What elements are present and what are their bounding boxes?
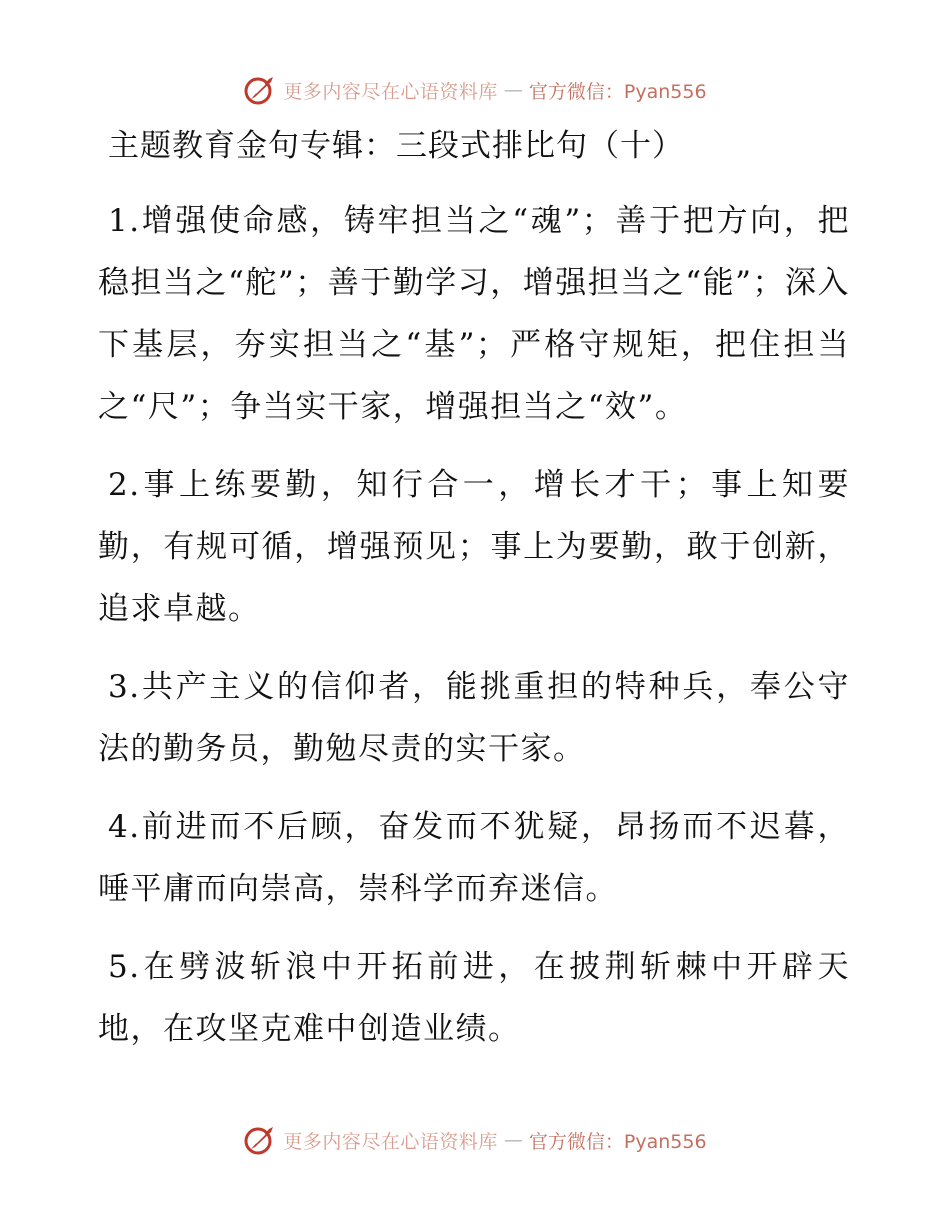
banner-text: 更多内容尽在心语资料库 (283, 1130, 498, 1153)
list-item: 1.增强使命感，铸牢担当之“魂”；善于把方向，把稳担当之“舵”；善于勤学习，增强担当之“能”；深入下基层，夯实担当之“基”；严格守规矩，把住担当之“尺”；争当实干家，增强担当之“效”。 (98, 203, 850, 425)
banner-wechat: 官方微信：Pyan556 (528, 1130, 707, 1153)
quill-logo-icon (243, 1123, 277, 1157)
banner-separator: — (503, 1129, 523, 1151)
document-title: 主题教育金句专辑：三段式排比句（十） (108, 128, 684, 164)
document-body (98, 190, 850, 1076)
list-item: 5.在劈波斩浪中开拓前进，在披荆斩棘中开辟天地，在攻坚克难中创造业绩。 (98, 949, 850, 1047)
footer-banner (0, 1120, 950, 1160)
banner-wechat: 官方微信：Pyan556 (528, 80, 707, 103)
banner-text: 更多内容尽在心语资料库 (283, 80, 498, 103)
header-banner (0, 70, 950, 110)
list-item: 4.前进而不后顾，奋发而不犹疑，昂扬而不迟暮，唾平庸而向崇高，崇科学而弃迷信。 (98, 809, 850, 907)
list-item: 2.事上练要勤，知行合一，增长才干；事上知要勤，有规可循，增强预见；事上为要勤，敢于创新，追求卓越。 (98, 467, 850, 627)
banner-separator: — (503, 79, 523, 101)
quill-logo-icon (243, 73, 277, 107)
list-item: 3.共产主义的信仰者，能挑重担的特种兵，奉公守法的勤务员，勤勉尽责的实干家。 (98, 669, 850, 767)
